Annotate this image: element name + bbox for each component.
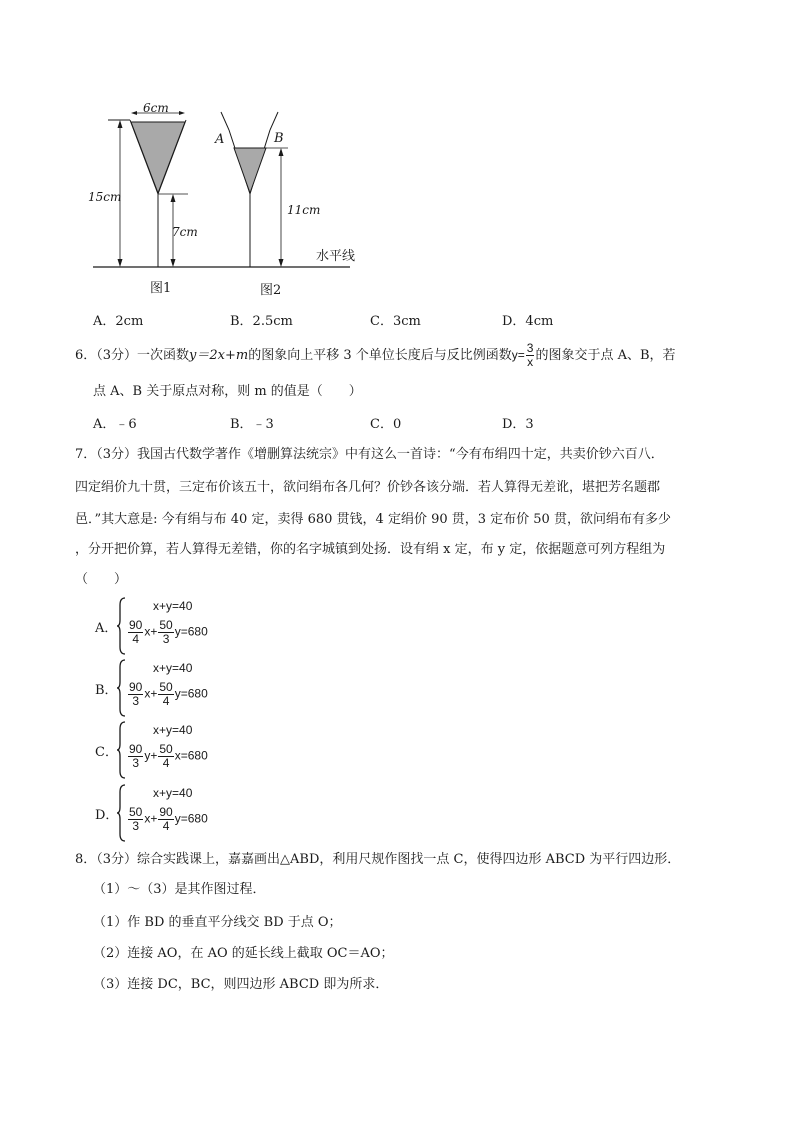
q5-option-c: C．3cm [370, 314, 421, 329]
q8-step-2: （2）连接 AO，在 AO 的延长线上截取 OC＝AO； [93, 946, 394, 961]
q7-stem-line3: 邑．”其大意是: 今有绢与布 40 定，卖得 680 贯钱，4 定绢价 90 贯，3 定布价 50 贯，欲问绢布有多少 [75, 512, 671, 527]
q5-option-d: D．4cm [502, 314, 554, 329]
fig1-liquid [131, 122, 185, 193]
brace-icon [117, 659, 127, 717]
brace-icon [117, 597, 127, 655]
fig1-caption: 图1 [150, 281, 172, 296]
fig2-liquid [234, 148, 266, 193]
q6-option-b: B．﹣3 [230, 417, 274, 432]
q8-step-intro: （1）～（3）是其作图过程． [93, 882, 266, 897]
fig1-stem-label: 7cm [172, 225, 198, 239]
funnel-figure [88, 100, 368, 305]
fig2-point-a: A [215, 132, 225, 147]
q6-option-c: C．0 [370, 417, 402, 432]
fig2-caption: 图2 [260, 283, 282, 298]
q7-stem-line2: 四定绢价九十贯，三定布价该五十，欲问绢布各几何？价钞各该分端．若人算得无差讹，堪把芳名题郡 [75, 480, 661, 495]
q7-stem-line1: 7．（3分）我国古代数学著作《增删算法统宗》中有这么一首诗：“今有布绢四十定，共卖价钞六百八． [75, 447, 664, 462]
q5-option-a: A．2cm [93, 314, 144, 329]
q6-stem-line1: 6．（3分）一次函数y＝2x+m的图象向上平移 3 个单位长度后与反比例函数y= $\frac{3}{x}$ 的图象交于点 A、B，若 [75, 341, 676, 369]
fig1-height-label: 15cm [88, 190, 122, 204]
q6-stem-line2: 点 A、B 关于原点对称，则 m 的值是（ ） [93, 384, 362, 399]
q7-stem-line5: （ ） [75, 572, 128, 587]
fig1-width-label: 6cm [143, 101, 169, 115]
q8-step-1: （1）作 BD 的垂直平分线交 BD 于点 O； [93, 915, 342, 930]
q6-fraction: $\frac{3}{x}$ [526, 341, 534, 369]
q7-stem-line4: ，分开把价算，若人算得无差错，你的名字城镇到处扬．设有绢 x 定，布 y 定，依据题意可列方程组为 [75, 542, 666, 557]
q6-option-d: D．3 [502, 417, 534, 432]
fig2-height-label: 11cm [287, 203, 321, 217]
fig2-point-b: B [274, 131, 284, 146]
brace-icon [117, 784, 127, 842]
q8-step-3: （3）连接 DC，BC，则四边形 ABCD 即为所求． [93, 977, 389, 992]
horizontal-line-label: 水平线 [316, 249, 356, 264]
brace-icon [117, 721, 127, 779]
q5-option-b: B．2.5cm [230, 314, 293, 329]
q8-stem-line1: 8．（3分）综合实践课上，嘉嘉画出△ABD，利用尺规作图找一点 C，使得四边形 ABCD 为平行四边形． [75, 852, 681, 867]
q6-option-a: A．﹣6 [93, 417, 137, 432]
